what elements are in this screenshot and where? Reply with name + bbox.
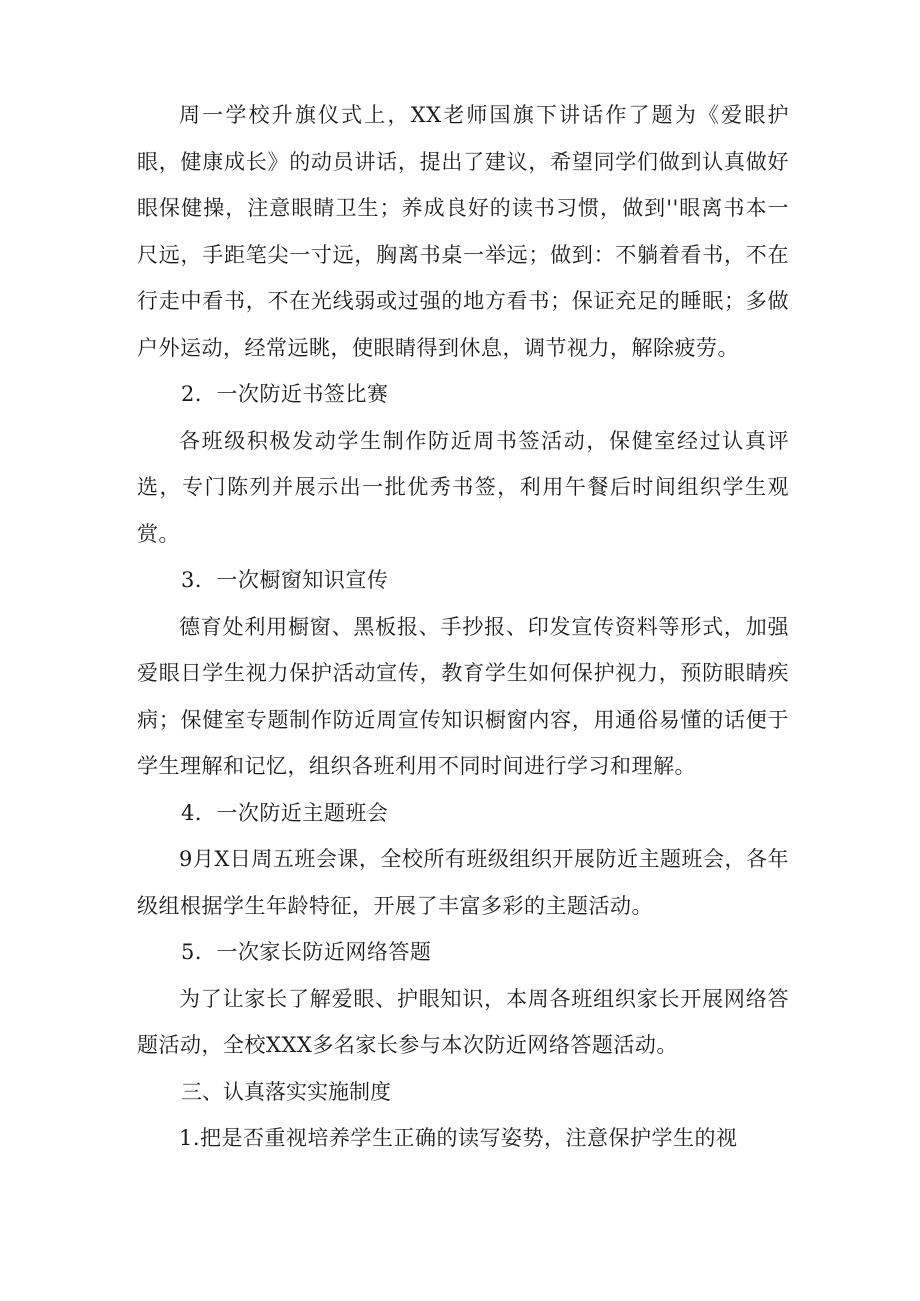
document-page [137, 92, 789, 1162]
heading-parent-quiz: 5．一次家长防近网络答题 [181, 940, 432, 964]
paragraph-flag-ceremony: 周一学校升旗仪式上，XX老师国旗下讲话作了题为《爱眼护眼，健康成长》的动员讲话，提出了建议，希望同学们做到认真做好眼保健操，注意眼睛卫生；养成良好的读书习惯，做到''眼离书本一尺远，手距笔尖一寸远，胸离书桌一举远；做到：不躺着看书，不在行走中看书，不在光线弱或过强的地方看书；保证充足的睡眠；多做户外运动，经常远眺，使眼睛得到休息，调节视力，解除疲劳。 [137, 103, 789, 360]
heading-bookmark-contest: 2．一次防近书签比赛 [181, 382, 389, 406]
heading-showcase-publicity: 3．一次橱窗知识宣传 [181, 568, 389, 592]
paragraph-showcase-publicity: 德育处利用橱窗、黑板报、手抄报、印发宣传资料等形式，加强爱眼日学生视力保护活动宣传，教育学生如何保护视力，预防眼睛疾病；保健室专题制作防近周宣传知识橱窗内容，用通俗易懂的话便于学生理解和记忆，组织各班利用不同时间进行学习和理解。 [137, 614, 789, 778]
heading-class-meeting: 4．一次防近主题班会 [181, 800, 389, 825]
paragraph-class-meeting: 9月X日周五班会课，全校所有班级组织开展防近主题班会，各年级组根据学生年龄特征，开展了丰富多彩的主题活动。 [137, 847, 789, 918]
paragraph-implementation-1: 1.把是否重视培养学生正确的读写姿势，注意保护学生的视 [179, 1126, 738, 1150]
paragraph-bookmark-contest: 各班级积极发动学生制作防近周书签活动，保健室经过认真评选，专门陈列并展示出一批优秀书签，利用午餐后时间组织学生观赏。 [137, 428, 789, 546]
section-title-implementation: 三、认真落实实施制度 [181, 1079, 391, 1104]
paragraph-parent-quiz: 为了让家长了解爱眼、护眼知识，本周各班组织家长开展网络答题活动，全校XXX多名家长参与本次防近网络答题活动。 [137, 986, 789, 1057]
